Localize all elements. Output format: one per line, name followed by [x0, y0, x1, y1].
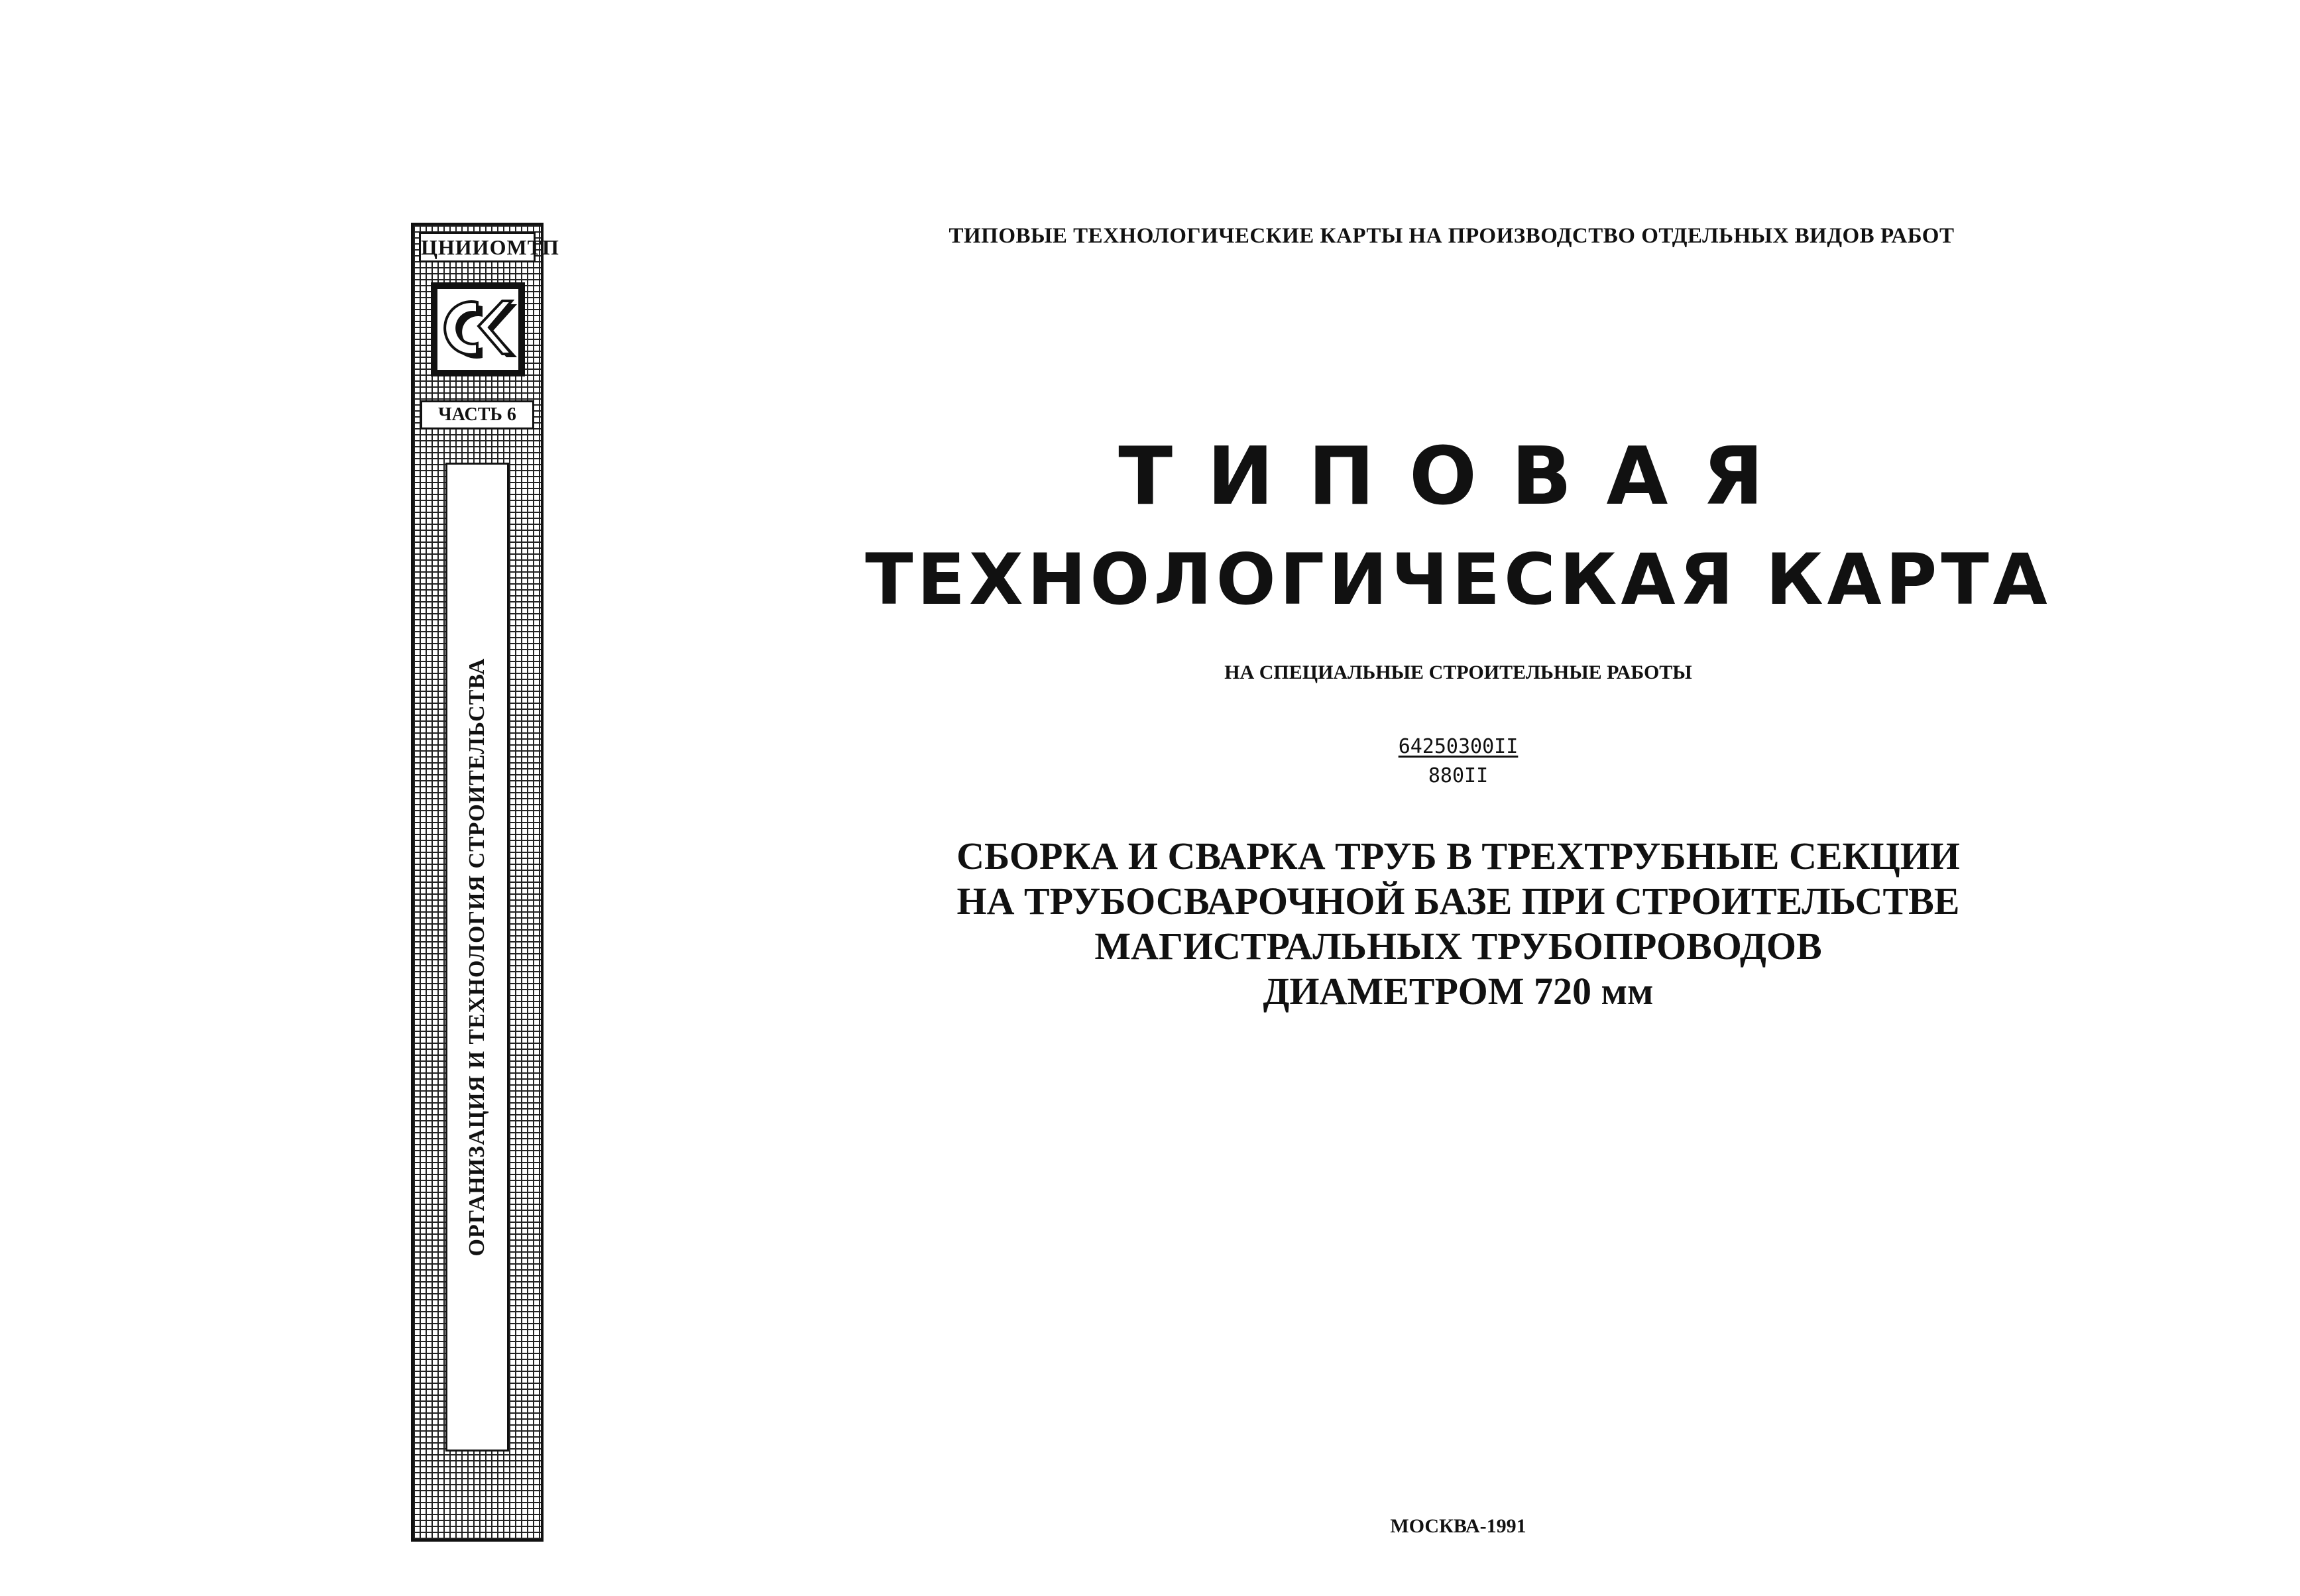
cover-strip: [411, 223, 559, 1542]
work-title-line: НА ТРУБОСВАРОЧНОЙ БАЗЕ ПРИ СТРОИТЕЛЬСТВЕ: [956, 880, 1960, 923]
document-codes: [1326, 732, 1591, 791]
org-label: ЦНИИОМТП: [419, 232, 536, 262]
code-bottom: 880II: [1428, 764, 1489, 787]
main-title-line-2: ТЕХНОЛОГИЧЕСКАЯ КАРТА: [865, 539, 2051, 620]
code-top: 64250300II: [1398, 735, 1519, 758]
part-label: ЧАСТЬ 6: [420, 400, 534, 429]
work-title-line: СБОРКА И СВАРКА ТРУБ В ТРЕХТРУБНЫЕ СЕКЦИИ: [956, 834, 1960, 878]
sk-monogram-icon: [437, 289, 518, 370]
series-heading: ТИПОВЫЕ ТЕХНОЛОГИЧЕСКИЕ КАРТЫ НА ПРОИЗВОДСТВО ОТДЕЛЬНЫХ ВИДОВ РАБОТ: [949, 224, 1955, 248]
place-year: МОСКВА-1991: [1390, 1515, 1526, 1537]
spine-panel: [445, 463, 509, 1452]
sk-logo-icon: [431, 282, 525, 376]
subtitle: НА СПЕЦИАЛЬНЫЕ СТРОИТЕЛЬНЫЕ РАБОТЫ: [1224, 661, 1692, 683]
work-title-line: МАГИСТРАЛЬНЫХ ТРУБОПРОВОДОВ: [1094, 925, 1822, 968]
work-title-line: ДИАМЕТРОМ 720 мм: [1263, 970, 1654, 1013]
work-title: [862, 834, 2055, 1014]
spine-title: ОРГАНИЗАЦИЯ И ТЕХНОЛОГИЯ СТРОИТЕЛЬСТВА: [465, 657, 489, 1257]
main-title-line-1: ТИПОВАЯ: [1118, 431, 1798, 523]
